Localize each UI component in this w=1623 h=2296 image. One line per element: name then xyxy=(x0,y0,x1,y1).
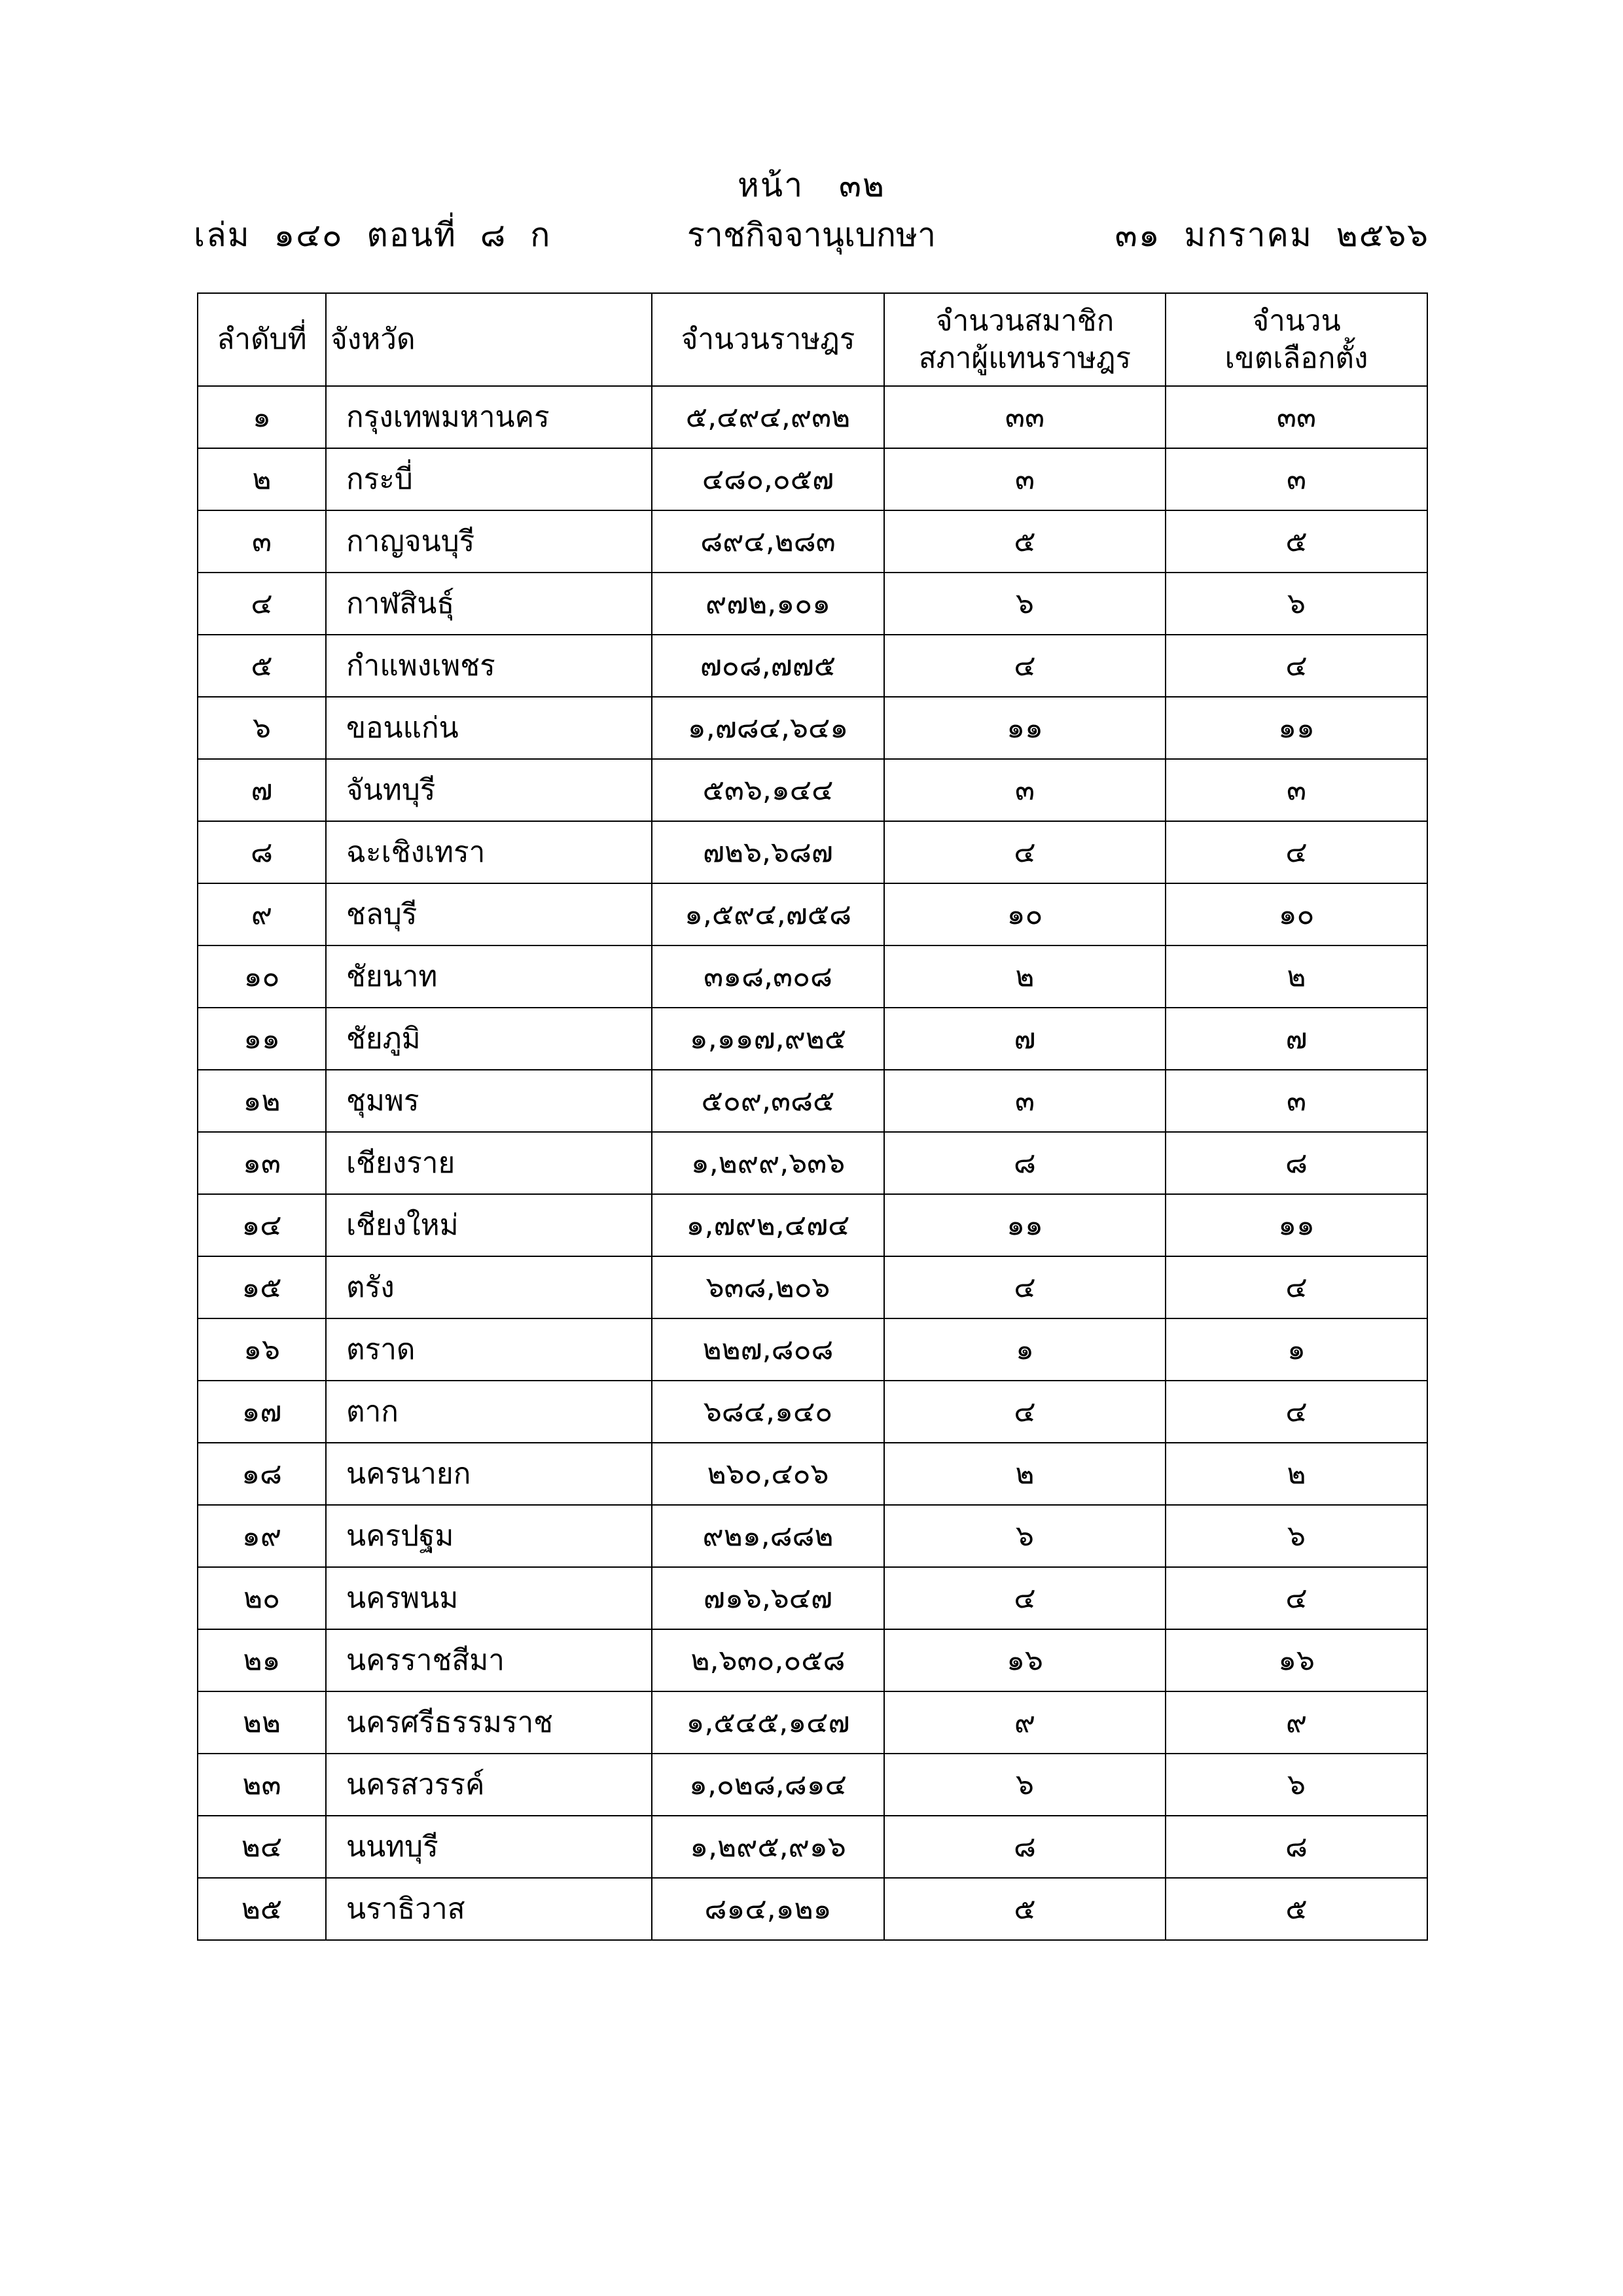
cell-index: ๑๗ xyxy=(198,1381,326,1443)
gazette-header-line xyxy=(0,215,1623,264)
cell-population: ๑,๕๔๕,๑๔๗ xyxy=(652,1691,884,1754)
cell-constituencies: ๖ xyxy=(1166,1754,1427,1816)
table-row xyxy=(198,759,1427,821)
cell-mps: ๖ xyxy=(884,1505,1166,1567)
cell-constituencies: ๔ xyxy=(1166,635,1427,697)
cell-province: ชัยนาท xyxy=(326,945,652,1008)
column-header-index xyxy=(198,293,326,386)
table-row xyxy=(198,1132,1427,1194)
cell-province: กาฬสินธุ์ xyxy=(326,573,652,635)
cell-province: นครนายก xyxy=(326,1443,652,1505)
cell-province: ตราด xyxy=(326,1318,652,1381)
cell-population: ๒๒๗,๘๐๘ xyxy=(652,1318,884,1381)
cell-constituencies: ๑๐ xyxy=(1166,883,1427,945)
cell-mps: ๑๑ xyxy=(884,1194,1166,1256)
cell-index: ๒๒ xyxy=(198,1691,326,1754)
table-body xyxy=(198,386,1427,1940)
cell-index: ๖ xyxy=(198,697,326,759)
cell-population: ๑,๐๒๘,๘๑๔ xyxy=(652,1754,884,1816)
cell-constituencies: ๖ xyxy=(1166,573,1427,635)
column-header-mps-label-line2: สภาผู้แทนราษฎร xyxy=(918,342,1132,375)
cell-constituencies: ๕ xyxy=(1166,510,1427,573)
cell-index: ๑ xyxy=(198,386,326,448)
table-row xyxy=(198,1567,1427,1629)
cell-mps: ๕ xyxy=(884,510,1166,573)
cell-constituencies: ๕ xyxy=(1166,1878,1427,1940)
province-table-container xyxy=(197,292,1427,1941)
cell-population: ๗๐๘,๗๗๕ xyxy=(652,635,884,697)
cell-province: ฉะเชิงเทรา xyxy=(326,821,652,883)
cell-index: ๑๔ xyxy=(198,1194,326,1256)
cell-constituencies: ๘ xyxy=(1166,1816,1427,1878)
publication-date: ๓๑ มกราคม ๒๕๖๖ xyxy=(1115,216,1429,254)
cell-mps: ๒ xyxy=(884,1443,1166,1505)
table-header-row xyxy=(198,293,1427,386)
cell-constituencies: ๙ xyxy=(1166,1691,1427,1754)
cell-population: ๕๓๖,๑๔๔ xyxy=(652,759,884,821)
table-row xyxy=(198,448,1427,510)
volume-issue-label: เล่ม ๑๔๐ ตอนที่ ๘ ก xyxy=(194,216,552,254)
cell-province: ชุมพร xyxy=(326,1070,652,1132)
cell-province: นครพนม xyxy=(326,1567,652,1629)
cell-index: ๕ xyxy=(198,635,326,697)
cell-index: ๘ xyxy=(198,821,326,883)
table-row xyxy=(198,1194,1427,1256)
table-row xyxy=(198,1878,1427,1940)
cell-population: ๖๓๘,๒๐๖ xyxy=(652,1256,884,1318)
cell-population: ๑,๒๙๕,๙๑๖ xyxy=(652,1816,884,1878)
table-row xyxy=(198,821,1427,883)
cell-constituencies: ๑ xyxy=(1166,1318,1427,1381)
cell-constituencies: ๒ xyxy=(1166,1443,1427,1505)
cell-mps: ๓ xyxy=(884,759,1166,821)
cell-index: ๒๕ xyxy=(198,1878,326,1940)
cell-mps: ๘ xyxy=(884,1132,1166,1194)
cell-index: ๓ xyxy=(198,510,326,573)
cell-province: กรุงเทพมหานคร xyxy=(326,386,652,448)
table-row xyxy=(198,1816,1427,1878)
cell-province: เชียงใหม่ xyxy=(326,1194,652,1256)
cell-population: ๕,๔๙๔,๙๓๒ xyxy=(652,386,884,448)
cell-province: จันทบุรี xyxy=(326,759,652,821)
cell-index: ๑๖ xyxy=(198,1318,326,1381)
cell-index: ๑๕ xyxy=(198,1256,326,1318)
cell-population: ๗๑๖,๖๔๗ xyxy=(652,1567,884,1629)
cell-province: นราธิวาส xyxy=(326,1878,652,1940)
column-header-index-label: ลำดับที่ xyxy=(217,323,307,357)
page-number-line: หน้า ๓๒ xyxy=(737,166,886,204)
cell-population: ๖๘๔,๑๔๐ xyxy=(652,1381,884,1443)
table-row xyxy=(198,386,1427,448)
column-header-population xyxy=(652,293,884,386)
cell-province: ตรัง xyxy=(326,1256,652,1318)
cell-constituencies: ๒ xyxy=(1166,945,1427,1008)
table-row xyxy=(198,1008,1427,1070)
cell-constituencies: ๑๑ xyxy=(1166,697,1427,759)
cell-mps: ๔ xyxy=(884,821,1166,883)
cell-province: เชียงราย xyxy=(326,1132,652,1194)
cell-index: ๑๐ xyxy=(198,945,326,1008)
cell-population: ๑,๑๑๗,๙๒๕ xyxy=(652,1008,884,1070)
column-header-mps-label-line1: จำนวนสมาชิก xyxy=(935,304,1115,338)
cell-constituencies: ๑๖ xyxy=(1166,1629,1427,1691)
table-row xyxy=(198,945,1427,1008)
cell-mps: ๔ xyxy=(884,1567,1166,1629)
cell-constituencies: ๔ xyxy=(1166,1256,1427,1318)
cell-population: ๓๑๘,๓๐๘ xyxy=(652,945,884,1008)
cell-mps: ๔ xyxy=(884,635,1166,697)
cell-mps: ๖ xyxy=(884,573,1166,635)
cell-index: ๑๙ xyxy=(198,1505,326,1567)
cell-province: กำแพงเพชร xyxy=(326,635,652,697)
cell-population: ๘๑๔,๑๒๑ xyxy=(652,1878,884,1940)
cell-mps: ๔ xyxy=(884,1256,1166,1318)
cell-mps: ๓ xyxy=(884,448,1166,510)
cell-province: ตาก xyxy=(326,1381,652,1443)
cell-index: ๒ xyxy=(198,448,326,510)
cell-mps: ๘ xyxy=(884,1816,1166,1878)
cell-population: ๕๐๙,๓๘๕ xyxy=(652,1070,884,1132)
table-header xyxy=(198,293,1427,386)
cell-constituencies: ๘ xyxy=(1166,1132,1427,1194)
table-row xyxy=(198,697,1427,759)
cell-population: ๒,๖๓๐,๐๕๘ xyxy=(652,1629,884,1691)
cell-index: ๑๓ xyxy=(198,1132,326,1194)
cell-index: ๒๔ xyxy=(198,1816,326,1878)
cell-province: ขอนแก่น xyxy=(326,697,652,759)
table-row xyxy=(198,1691,1427,1754)
cell-mps: ๑๑ xyxy=(884,697,1166,759)
cell-index: ๙ xyxy=(198,883,326,945)
cell-province: กาญจนบุรี xyxy=(326,510,652,573)
cell-index: ๗ xyxy=(198,759,326,821)
table-row xyxy=(198,510,1427,573)
cell-mps: ๓๓ xyxy=(884,386,1166,448)
table-row xyxy=(198,1381,1427,1443)
table-row xyxy=(198,1629,1427,1691)
province-allocation-table xyxy=(197,292,1428,1941)
cell-constituencies: ๔ xyxy=(1166,1567,1427,1629)
table-row xyxy=(198,1318,1427,1381)
cell-mps: ๑๖ xyxy=(884,1629,1166,1691)
cell-population: ๑,๒๙๙,๖๓๖ xyxy=(652,1132,884,1194)
cell-population: ๙๒๑,๘๘๒ xyxy=(652,1505,884,1567)
table-row xyxy=(198,1070,1427,1132)
cell-mps: ๓ xyxy=(884,1070,1166,1132)
cell-constituencies: ๔ xyxy=(1166,821,1427,883)
cell-population: ๔๘๐,๐๕๗ xyxy=(652,448,884,510)
cell-constituencies: ๖ xyxy=(1166,1505,1427,1567)
cell-constituencies: ๑๑ xyxy=(1166,1194,1427,1256)
cell-index: ๑๘ xyxy=(198,1443,326,1505)
publication-title: ราชกิจจานุเบกษา xyxy=(687,216,936,254)
table-row xyxy=(198,573,1427,635)
cell-constituencies: ๔ xyxy=(1166,1381,1427,1443)
cell-province: นครศรีธรรมราช xyxy=(326,1691,652,1754)
column-header-province-label: จังหวัด xyxy=(330,323,416,357)
column-header-constituencies-label-line2: เขตเลือกตั้ง xyxy=(1224,342,1368,375)
cell-province: นครปฐม xyxy=(326,1505,652,1567)
cell-province: นนทบุรี xyxy=(326,1816,652,1878)
cell-index: ๑๒ xyxy=(198,1070,326,1132)
cell-index: ๒๑ xyxy=(198,1629,326,1691)
cell-population: ๙๗๒,๑๐๑ xyxy=(652,573,884,635)
cell-constituencies: ๗ xyxy=(1166,1008,1427,1070)
cell-population: ๘๙๔,๒๘๓ xyxy=(652,510,884,573)
cell-population: ๑,๗๘๔,๖๔๑ xyxy=(652,697,884,759)
table-row xyxy=(198,1505,1427,1567)
cell-province: กระบี่ xyxy=(326,448,652,510)
cell-constituencies: ๓ xyxy=(1166,448,1427,510)
cell-index: ๒๐ xyxy=(198,1567,326,1629)
cell-province: ชลบุรี xyxy=(326,883,652,945)
table-row xyxy=(198,883,1427,945)
cell-province: นครราชสีมา xyxy=(326,1629,652,1691)
cell-province: นครสวรรค์ xyxy=(326,1754,652,1816)
cell-mps: ๗ xyxy=(884,1008,1166,1070)
cell-index: ๑๑ xyxy=(198,1008,326,1070)
cell-index: ๒๓ xyxy=(198,1754,326,1816)
cell-population: ๗๒๖,๖๘๗ xyxy=(652,821,884,883)
cell-population: ๒๖๐,๔๐๖ xyxy=(652,1443,884,1505)
cell-index: ๔ xyxy=(198,573,326,635)
cell-mps: ๖ xyxy=(884,1754,1166,1816)
cell-population: ๑,๕๙๔,๗๕๘ xyxy=(652,883,884,945)
table-row xyxy=(198,1443,1427,1505)
table-row xyxy=(198,635,1427,697)
cell-mps: ๑๐ xyxy=(884,883,1166,945)
table-row xyxy=(198,1754,1427,1816)
cell-mps: ๙ xyxy=(884,1691,1166,1754)
cell-mps: ๔ xyxy=(884,1381,1166,1443)
table-row xyxy=(198,1256,1427,1318)
cell-province: ชัยภูมิ xyxy=(326,1008,652,1070)
cell-mps: ๕ xyxy=(884,1878,1166,1940)
column-header-population-label: จำนวนราษฎร xyxy=(681,323,855,357)
column-header-province xyxy=(326,293,652,386)
cell-mps: ๒ xyxy=(884,945,1166,1008)
column-header-constituencies-label-line1: จำนวน xyxy=(1252,304,1341,338)
cell-constituencies: ๓ xyxy=(1166,759,1427,821)
column-header-mps xyxy=(884,293,1166,386)
column-header-constituencies xyxy=(1166,293,1427,386)
cell-constituencies: ๓ xyxy=(1166,1070,1427,1132)
cell-population: ๑,๗๙๒,๔๗๔ xyxy=(652,1194,884,1256)
cell-constituencies: ๓๓ xyxy=(1166,386,1427,448)
cell-mps: ๑ xyxy=(884,1318,1166,1381)
